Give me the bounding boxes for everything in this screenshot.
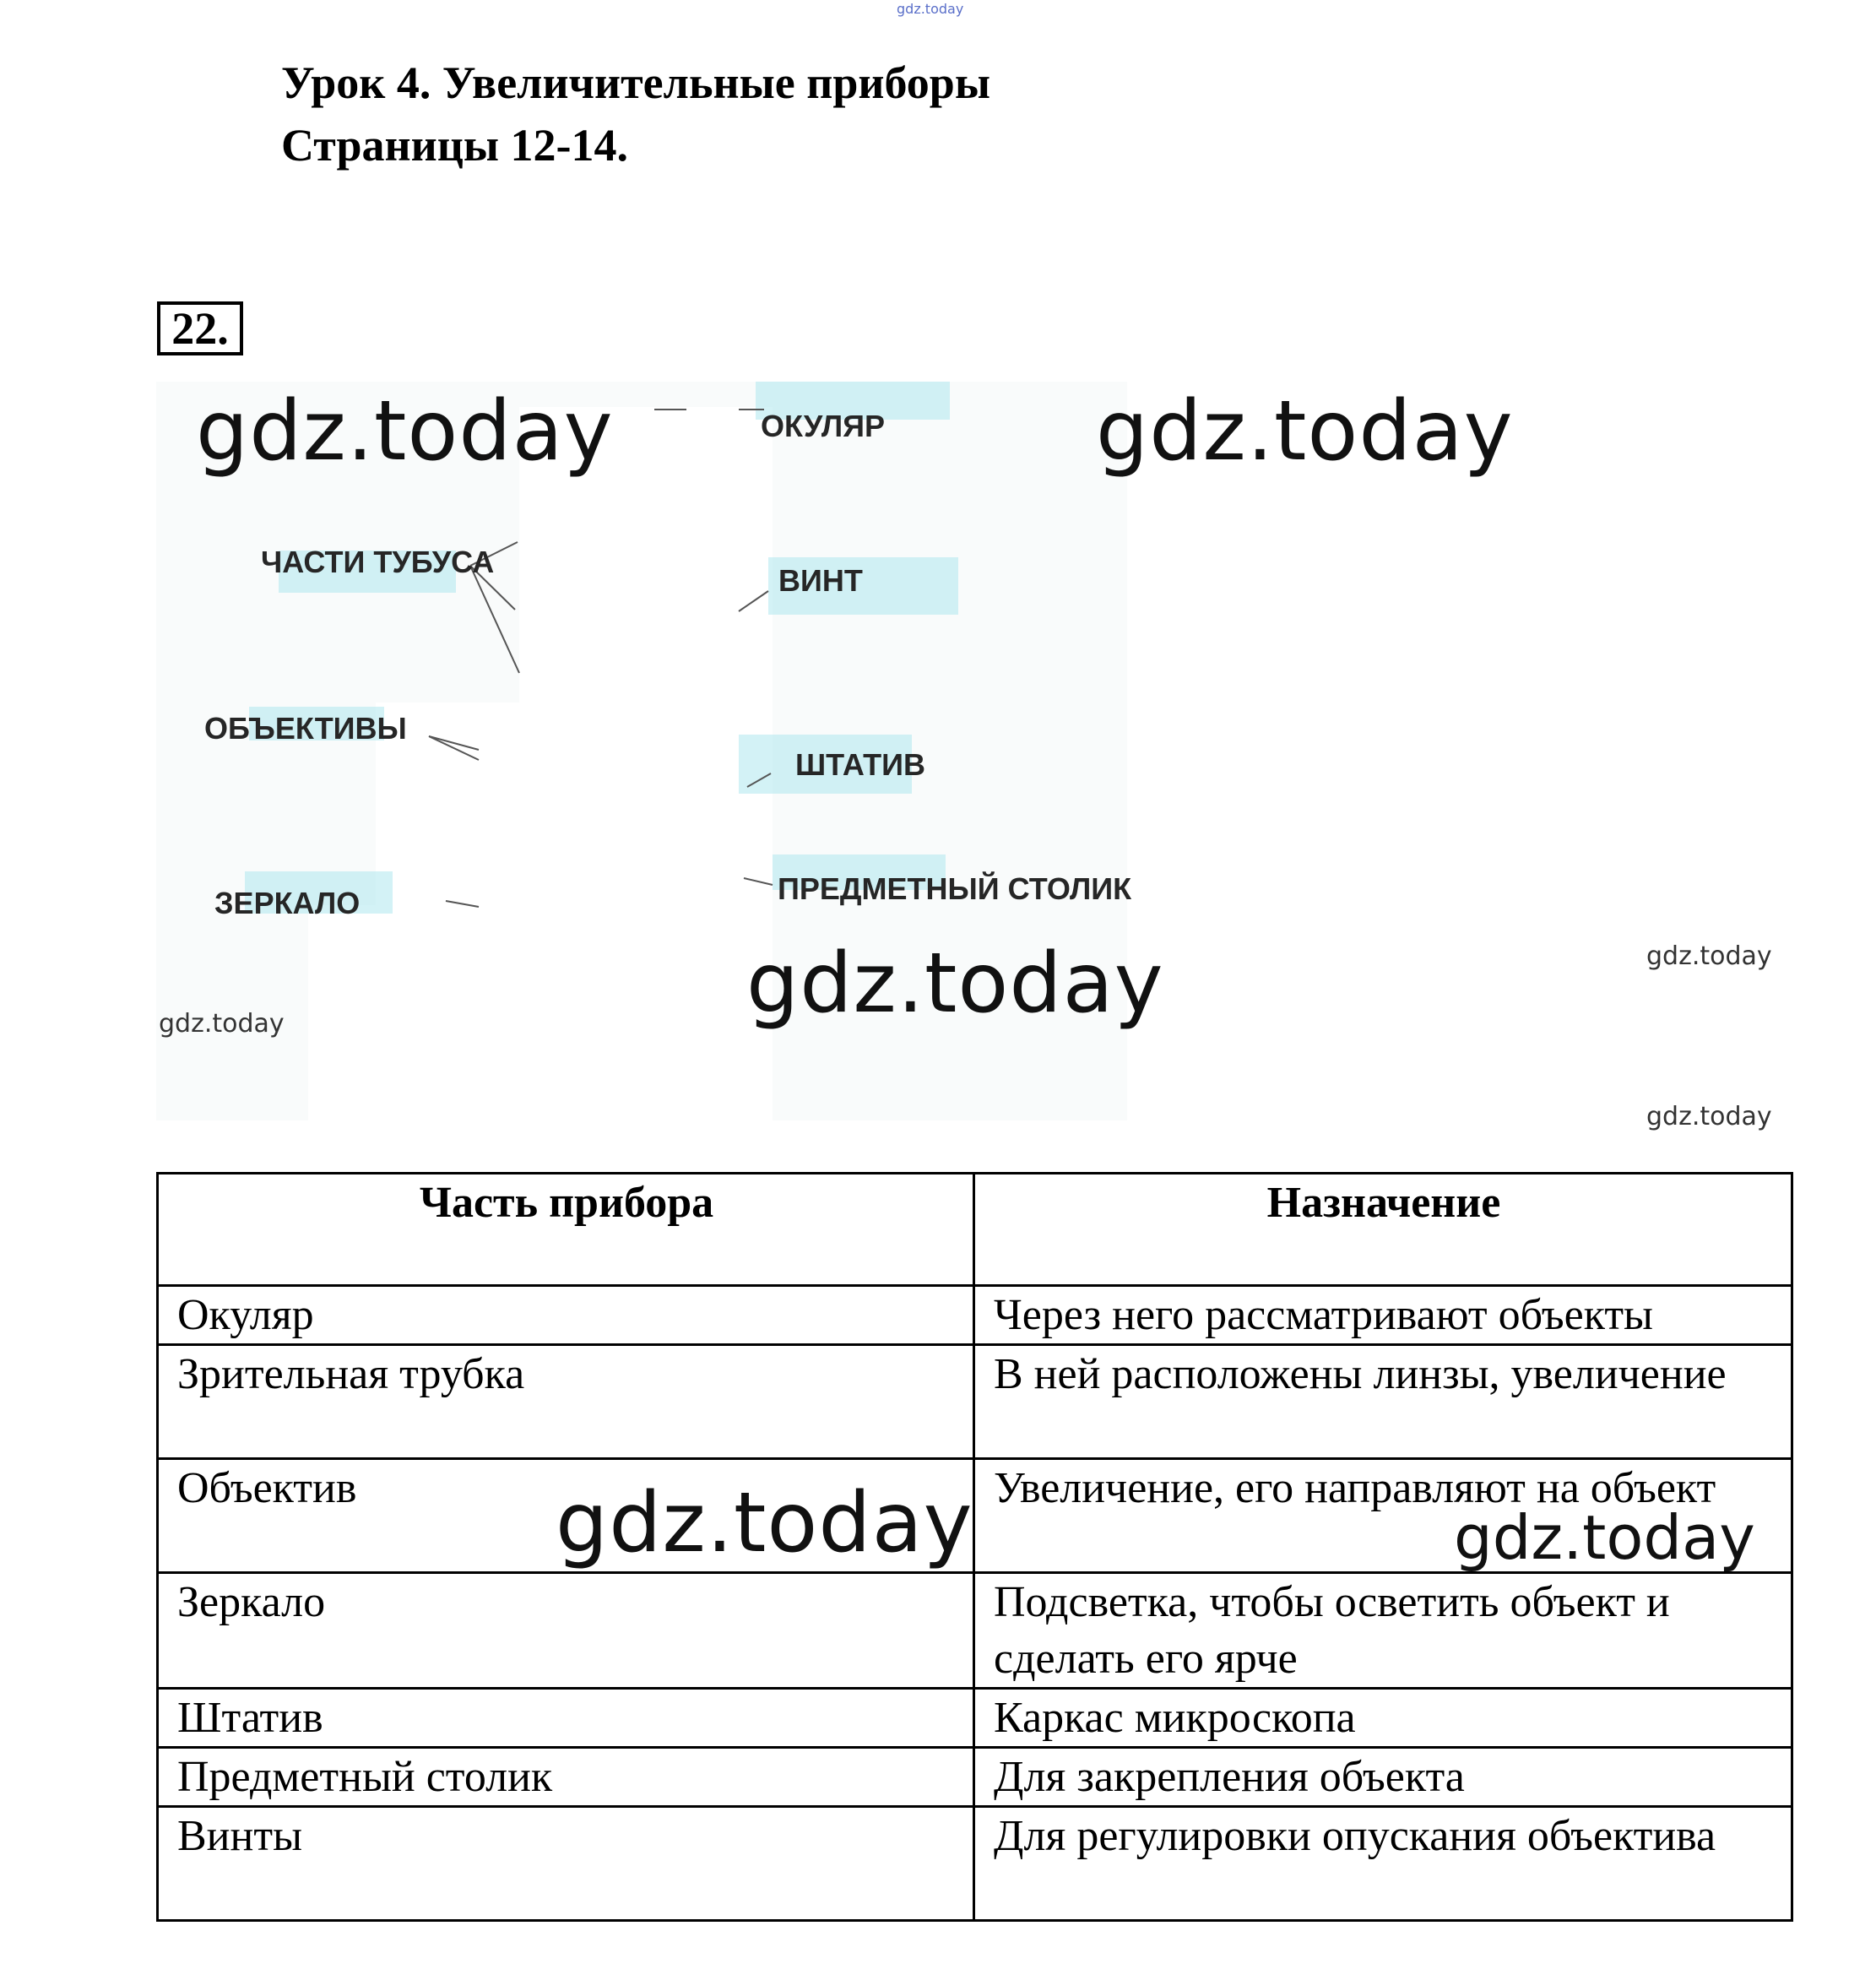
- label-mirror: ЗЕРКАЛО: [214, 886, 361, 920]
- pointer-stand: [747, 773, 771, 787]
- label-stage: ПРЕДМЕТНЫЙ СТОЛИК: [778, 871, 1132, 906]
- label-eyepiece: ОКУЛЯР: [761, 409, 886, 443]
- cell-purpose: Каркас микроскопа: [974, 1689, 1792, 1748]
- task-number-box: 22.: [157, 301, 243, 355]
- cell-part: Окуляр: [158, 1286, 974, 1345]
- watermark-diagram-bottom: gdz.today: [746, 936, 1164, 1032]
- pointer-stage: [744, 878, 773, 885]
- cell-part: Зеркало: [158, 1573, 974, 1689]
- header-purpose: Назначение: [974, 1174, 1792, 1286]
- pointer-screw: [739, 591, 768, 611]
- watermark-table-right: gdz.today: [1454, 1502, 1755, 1573]
- pages-reference: Страницы 12-14.: [281, 120, 628, 171]
- table-header-row: [158, 1174, 1792, 1286]
- watermark-top: gdz.today: [897, 1, 964, 17]
- cell-part: Объектив: [158, 1459, 974, 1573]
- cell-purpose: Через него рассматривают объекты: [974, 1286, 1792, 1345]
- table-row: [158, 1807, 1792, 1921]
- label-objectives: ОБЪЕКТИВЫ: [204, 711, 407, 746]
- cell-part: Штатив: [158, 1689, 974, 1748]
- table-row: [158, 1286, 1792, 1345]
- cell-part: Зрительная трубка: [158, 1345, 974, 1459]
- cell-part: Предметный столик: [158, 1748, 974, 1807]
- table-row: [158, 1573, 1792, 1689]
- label-stand: ШТАТИВ: [795, 747, 925, 782]
- watermark-diagram-left: gdz.today: [196, 383, 614, 480]
- watermark-table-center: gdz.today: [556, 1475, 973, 1571]
- table-row: [158, 1345, 1792, 1459]
- cell-purpose: В ней расположены линзы, увеличение: [974, 1345, 1792, 1459]
- cell-purpose: Для регулировки опускания объектива: [974, 1807, 1792, 1921]
- header-part: Часть прибора: [158, 1174, 974, 1286]
- lesson-title: Урок 4. Увеличительные приборы: [281, 57, 990, 108]
- cell-purpose: Увеличение, его направляют на объект: [974, 1459, 1792, 1573]
- watermark-small-left: gdz.today: [159, 1009, 285, 1039]
- watermark-diagram-right: gdz.today: [1096, 383, 1514, 480]
- table-row: [158, 1748, 1792, 1807]
- table-row: [158, 1689, 1792, 1748]
- pointer-tube-3: [470, 566, 519, 673]
- cell-purpose: Для закрепления объекта: [974, 1748, 1792, 1807]
- cell-part: Винты: [158, 1807, 974, 1921]
- label-screw: ВИНТ: [778, 563, 863, 598]
- watermark-small-right-1: gdz.today: [1646, 941, 1772, 971]
- label-tube-parts: ЧАСТИ ТУБУСА: [261, 545, 495, 579]
- cell-purpose: Подсветка, чтобы осветить объект и сделать его ярче: [974, 1573, 1792, 1689]
- watermark-small-right-2: gdz.today: [1646, 1102, 1772, 1131]
- pointer-mirror: [446, 901, 479, 907]
